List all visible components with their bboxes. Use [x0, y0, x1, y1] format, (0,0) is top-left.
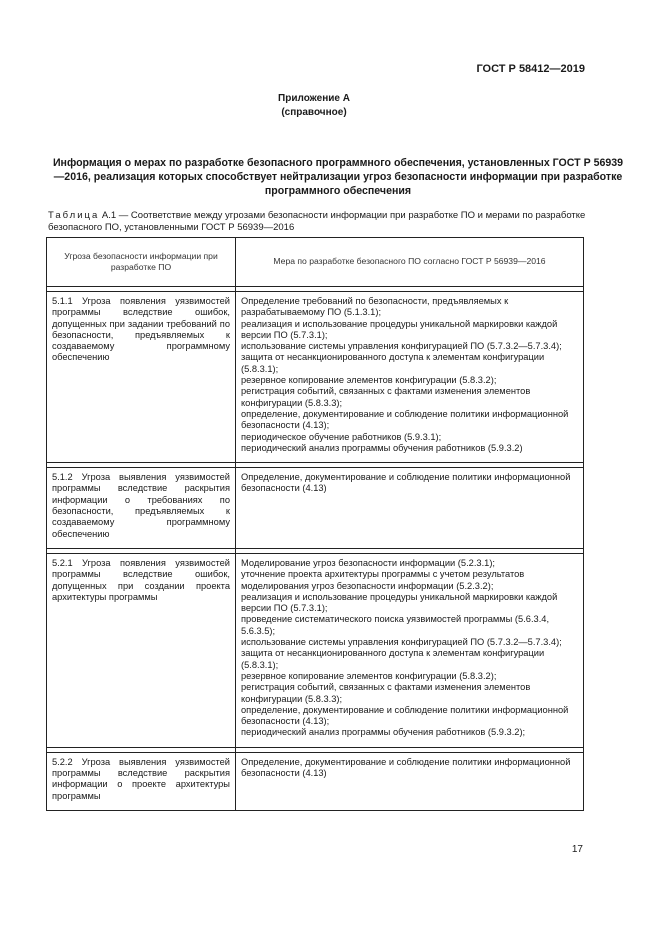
measure-item: проведение систематического поиска уязвимостей программы (5.6.3.4, 5.6.3.5); [241, 614, 550, 636]
measure-item: Определение, документирование и соблюдение политики информационной безопасности (4.13) [241, 472, 571, 494]
threat-cell [47, 463, 236, 549]
measure-item: периодическое обучение работников (5.9.3.1); [241, 431, 442, 442]
measure-item: периодический анализ программы обучения работников (5.9.3.2); [241, 727, 526, 738]
measure-cell [236, 747, 584, 810]
threat-cell [47, 548, 236, 747]
measure-item: регистрация событий, связанных с фактами изменения элементов конфигурации (5.8.3.3); [241, 682, 531, 704]
table-caption-lead: Таблица [48, 210, 100, 221]
appendix-heading [0, 92, 628, 120]
header-threat: Угроза безопасности информации при разработке ПО [47, 238, 236, 287]
threat-measure-table [46, 237, 584, 811]
threat-text: 5.1.1 Угроза появления уязвимостей программы вследствие ошибок, допущенных при задании требований по безопасности, предъявляемых к создаваемому программному обеспечению [52, 296, 230, 363]
standard-number: ГОСТ Р 58412—2019 [476, 63, 585, 75]
measure-cell [236, 548, 584, 747]
page-number: 17 [571, 844, 583, 855]
measure-item: определение, документирование и соблюдение политики информационной безопасности (4.13); [241, 408, 569, 431]
header-measure: Мера по разработке безопасного ПО согласно ГОСТ Р 56939—2016 [236, 238, 584, 287]
table-row [47, 463, 584, 549]
threat-cell [47, 747, 236, 810]
measure-item: использование системы управления конфигурацией ПО (5.7.3.2—5.7.3.4); [241, 637, 562, 648]
measure-item: реализация и использование процедуры уникальной маркировки каждой версии ПО (5.7.3.1); [241, 591, 558, 614]
measure-item: защита от несанкционированного доступа к элементам конфигурации (5.8.3.1); [241, 352, 545, 374]
document-title: Информация о мерах по разработке безопасного программного обеспечения, установленных ГОСТ Р 56939—2016, реализация которых способствует нейтрализации угроз безопасности информации при разработке программного обеспечения [52, 157, 624, 197]
appendix-subtitle: (справочное) [281, 107, 347, 118]
table-row [47, 548, 584, 747]
table-caption-text: А.1 — Соответствие между угрозами безопасности информации при разработке ПО и мерами по разработке безопасного ПО, установленными ГОСТ Р 56939—2016 [48, 210, 586, 233]
measure-item: Определение, документирование и соблюдение политики информационной безопасности (4.13) [241, 756, 571, 778]
measure-item: Определение требований по безопасности, предъявляемых к разрабатываемому ПО (5.1.3.1); [241, 296, 509, 318]
table-row [47, 287, 584, 463]
measure-item: резервное копирование элементов конфигурации (5.8.3.2); [241, 375, 497, 386]
measure-item: реализация и использование процедуры уникальной маркировки каждой версии ПО (5.7.3.1); [241, 318, 558, 340]
measure-item: уточнение проекта архитектуры программы с учетом результатов моделирования угроз безопасности информации (5.2.3.2); [241, 569, 525, 591]
threat-text: 5.2.1 Угроза появления уязвимостей программы вследствие ошибок, допущенных при создании проекта архитектуры программы [52, 557, 230, 602]
measure-cell [236, 463, 584, 549]
appendix-title: Приложение А [278, 93, 350, 104]
table-row [47, 747, 584, 810]
measure-item: защита от несанкционированного доступа к элементам конфигурации (5.8.3.1); [241, 648, 545, 670]
threat-text: 5.2.2 Угроза выявления уязвимостей программы вследствие раскрытия информации о проекте архитектуры программы [52, 756, 230, 801]
measure-item: использование системы управления конфигурацией ПО (5.7.3.2—5.7.3.4); [241, 341, 562, 352]
table-header-row [47, 238, 584, 287]
threat-text: 5.1.2 Угроза выявления уязвимостей программы вследствие раскрытия информации о требованиях по безопасности, предъявляемых к создаваемому программному обеспечению [52, 472, 230, 539]
measure-item: определение, документирование и соблюдение политики информационной безопасности (4.13); [241, 704, 569, 727]
measure-item: резервное копирование элементов конфигурации (5.8.3.2); [241, 670, 497, 681]
table-caption [48, 210, 608, 234]
measure-item: регистрация событий, связанных с фактами изменения элементов конфигурации (5.8.3.3); [241, 386, 531, 408]
threat-cell [47, 287, 236, 463]
measure-item: Моделирование угроз безопасности информации (5.2.3.1); [241, 557, 496, 568]
measure-cell [236, 287, 584, 463]
measure-item: периодический анализ программы обучения работников (5.9.3.2) [241, 442, 523, 453]
